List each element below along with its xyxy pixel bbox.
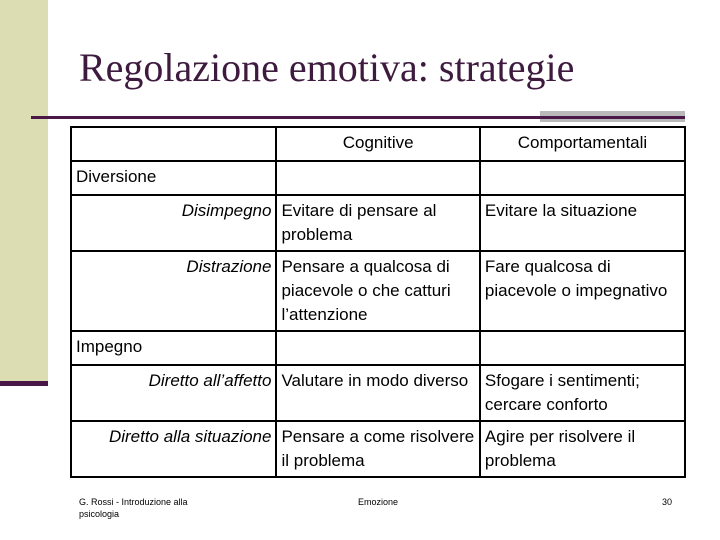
cognitive-cell: Evitare di pensare al problema xyxy=(276,195,479,251)
header-cognitive: Cognitive xyxy=(276,127,479,161)
cognitive-cell: Pensare a come risolvere il problema xyxy=(276,421,479,477)
row-label: Disimpegno xyxy=(71,195,276,251)
section-row-diversione xyxy=(71,161,685,195)
behavioral-cell: Evitare la situazione xyxy=(480,195,685,251)
footer-topic: Emozione xyxy=(358,497,399,507)
sidebar-accent-line xyxy=(0,381,48,386)
section-empty-cell xyxy=(480,161,685,195)
table-row xyxy=(71,251,685,331)
footer-author: G. Rossi - Introduzione alla psicologia xyxy=(79,497,188,519)
section-empty-cell xyxy=(480,331,685,365)
table-row xyxy=(71,365,685,421)
table-header-row xyxy=(71,127,685,161)
header-behavioral: Comportamentali xyxy=(480,127,685,161)
row-label: Diretto all’affetto xyxy=(71,365,276,421)
table-row xyxy=(71,195,685,251)
table-row xyxy=(71,421,685,477)
row-label: Diretto alla situazione xyxy=(71,421,276,477)
slide-title: Regolazione emotiva: strategie xyxy=(79,45,575,90)
cognitive-cell: Valutare in modo diverso xyxy=(276,365,479,421)
footer-page-number: 30 xyxy=(662,497,673,507)
behavioral-cell: Sfogare i sentimenti; cercare conforto xyxy=(480,365,685,421)
section-label: Impegno xyxy=(71,331,276,365)
title-rule xyxy=(31,116,685,119)
row-label: Distrazione xyxy=(71,251,276,331)
strategies-table xyxy=(70,126,686,478)
header-empty-cell xyxy=(71,127,276,161)
behavioral-cell: Agire per risolvere il problema xyxy=(480,421,685,477)
section-row-impegno xyxy=(71,331,685,365)
behavioral-cell: Fare qualcosa di piacevole o impegnativo xyxy=(480,251,685,331)
section-label: Diversione xyxy=(71,161,276,195)
sidebar-decoration xyxy=(0,0,48,383)
section-empty-cell xyxy=(276,161,479,195)
cognitive-cell: Pensare a qualcosa di piacevole o che catturi l’attenzione xyxy=(276,251,479,331)
section-empty-cell xyxy=(276,331,479,365)
